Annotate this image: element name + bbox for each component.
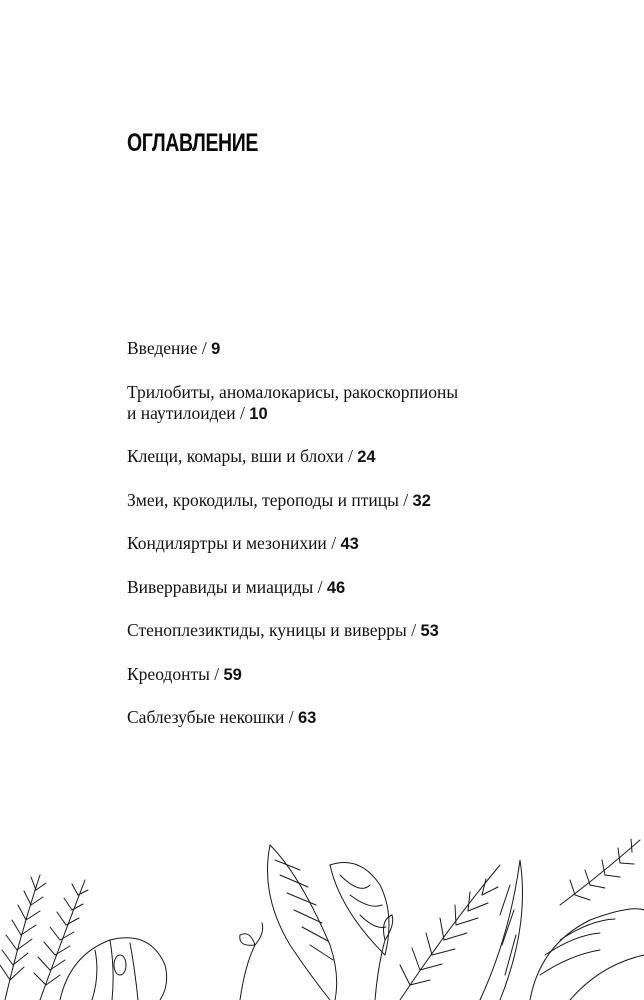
toc-entry-title: Виверравиды и миациды xyxy=(127,576,314,597)
toc-separator: / xyxy=(284,707,298,727)
toc-entry-title: Змеи, крокодилы, тероподы и птицы xyxy=(127,489,399,510)
monstera-leaf-left xyxy=(60,938,167,1000)
fern-leaf-right xyxy=(560,839,640,905)
toc-page-number: 59 xyxy=(223,665,242,684)
toc-page-number: 63 xyxy=(297,709,317,727)
toc-entry-introduction[interactable] xyxy=(127,338,527,360)
monstera-leaf-right xyxy=(530,909,644,1000)
table-of-contents xyxy=(127,338,527,751)
toc-entry-title: Кондиляртры и мезонихии xyxy=(127,533,327,553)
toc-entry-ticks[interactable] xyxy=(127,446,527,468)
toc-page-number: 24 xyxy=(357,448,376,466)
toc-entry-viverravids[interactable] xyxy=(127,577,527,599)
toc-page-number: 9 xyxy=(211,340,221,358)
toc-entry-sabertooth[interactable] xyxy=(127,707,527,729)
toc-entry-title: Стеноплезиктиды, куницы и виверры xyxy=(127,620,407,640)
page-title: ОГЛАВЛЕНИЕ xyxy=(127,129,258,157)
toc-separator: / xyxy=(398,489,413,510)
toc-entry-title: Креодонты xyxy=(127,663,210,684)
toc-entry-stenoplesictids[interactable] xyxy=(127,620,527,642)
banana-leaf-center xyxy=(268,845,337,1000)
toc-separator: / xyxy=(406,620,421,640)
toc-entry-title-line: Трилобиты, аномалокарисы, ракоскорпионы xyxy=(127,381,459,402)
toc-entry-trilobites[interactable] xyxy=(127,382,527,425)
toc-page-number: 10 xyxy=(249,404,268,423)
toc-entry-title-line: и наутилоидеи xyxy=(127,402,236,423)
broad-leaf-center xyxy=(330,863,389,956)
toc-separator: / xyxy=(343,446,358,466)
toc-entry-snakes[interactable] xyxy=(127,490,527,512)
toc-entry-title: Введение xyxy=(127,338,198,358)
foliage-illustration xyxy=(0,815,644,1000)
toc-entry-creodonts[interactable] xyxy=(127,664,527,686)
toc-separator: / xyxy=(197,338,212,358)
toc-page-number: 43 xyxy=(340,535,359,553)
toc-page-number: 32 xyxy=(412,491,431,510)
toc-entry-title: Саблезубые некошки xyxy=(127,707,285,727)
toc-separator: / xyxy=(209,663,224,684)
toc-separator: / xyxy=(235,402,250,423)
toc-page-number: 53 xyxy=(420,622,439,640)
fern-leaf-left xyxy=(0,875,46,1000)
palm-leaf-right-center xyxy=(400,865,500,1000)
toc-entry-condylarths[interactable] xyxy=(127,533,527,555)
toc-entry-title: Клещи, комары, вши и блохи xyxy=(127,446,344,466)
toc-separator: / xyxy=(326,533,341,553)
toc-page-number: 46 xyxy=(326,578,346,597)
toc-separator: / xyxy=(313,576,327,597)
flower-sprig-center xyxy=(240,915,393,1000)
